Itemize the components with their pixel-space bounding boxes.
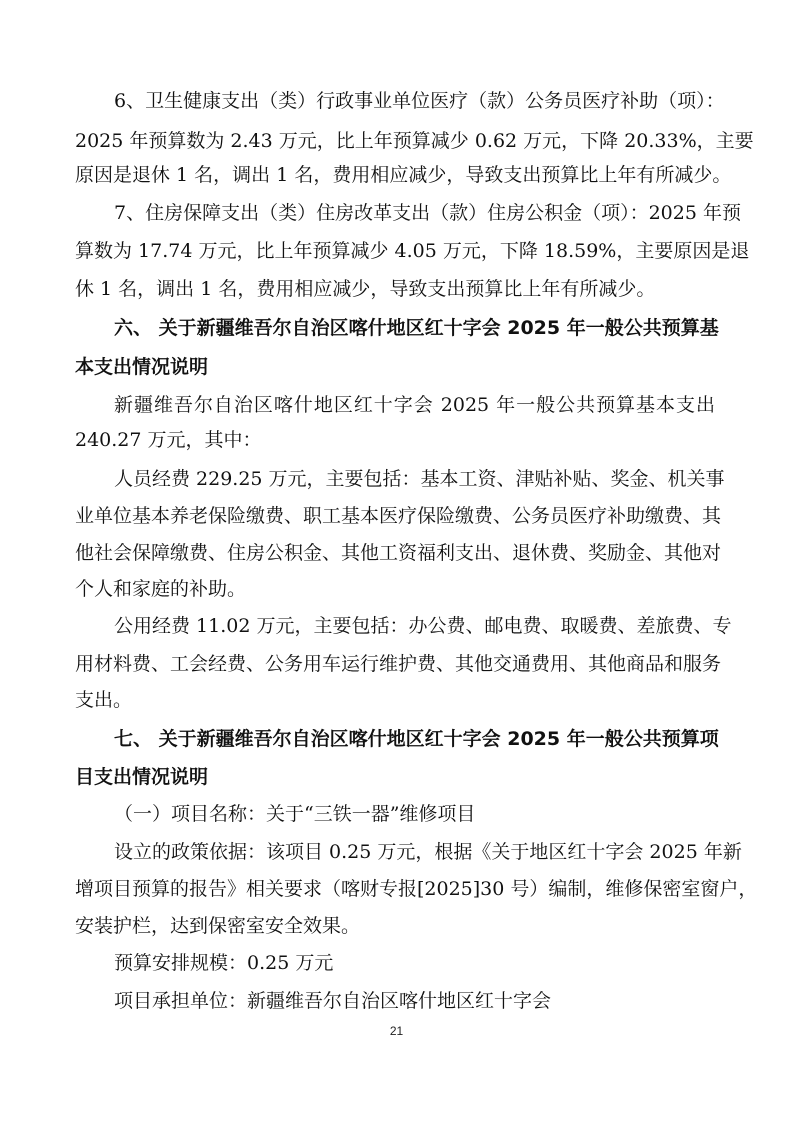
paragraph-line: 设立的政策依据：该项目 0.25 万元，根据《关于地区红十字会 2025 年新 — [114, 841, 742, 863]
paragraph-line: 新疆维吾尔自治区喀什地区红十字会 2025 年一般公共预算基本支出 — [114, 394, 715, 416]
paragraph-line: 7、住房保障支出（类）住房改革支出（款）住房公积金（项）：2025 年预 — [114, 202, 741, 224]
paragraph-line: 增项目预算的报告》相关要求（喀财专报[2025]30 号）编制，维修保密室窗户， — [75, 878, 758, 900]
paragraph-line: 6、卫生健康支出（类）行政事业单位医疗（款）公务员医疗补助（项）： — [114, 90, 725, 112]
paragraph-line: 他社会保障缴费、住房公积金、其他工资福利支出、退休费、奖励金、其他对 — [75, 542, 722, 564]
section-heading: 目支出情况说明 — [75, 766, 209, 788]
paragraph-line: 原因是退休 1 名，调出 1 名，费用相应减少，导致支出预算比上年有所减少。 — [75, 164, 732, 186]
subsection-heading: （一）项目名称：关于“三铁一器”维修项目 — [114, 803, 476, 825]
paragraph-line: 预算安排规模：0.25 万元 — [114, 952, 334, 974]
paragraph-line: 休 1 名，调出 1 名，费用相应减少，导致支出预算比上年有所减少。 — [75, 278, 656, 300]
paragraph-line: 公用经费 11.02 万元，主要包括：办公费、邮电费、取暖费、差旅费、专 — [114, 615, 732, 637]
paragraph-line: 安装护栏，达到保密室安全效果。 — [75, 915, 361, 937]
section-heading: 本支出情况说明 — [75, 356, 209, 378]
paragraph-line: 人员经费 229.25 万元，主要包括：基本工资、津贴补贴、奖金、机关事 — [114, 468, 725, 490]
paragraph-line: 2025 年预算数为 2.43 万元，比上年预算减少 0.62 万元，下降 20.33%，主要 — [75, 130, 754, 152]
section-heading: 六、 关于新疆维吾尔自治区喀什地区红十字会 2025 年一般公共预算基 — [114, 317, 719, 339]
paragraph-line: 项目承担单位：新疆维吾尔自治区喀什地区红十字会 — [114, 990, 552, 1012]
paragraph-line: 个人和家庭的补助。 — [75, 578, 247, 600]
section-heading: 七、 关于新疆维吾尔自治区喀什地区红十字会 2025 年一般公共预算项 — [114, 728, 719, 750]
paragraph-line: 支出。 — [75, 689, 133, 711]
page-number: 21 — [389, 1024, 404, 1038]
paragraph-line: 业单位基本养老保险缴费、职工基本医疗保险缴费、公务员医疗补助缴费、其 — [75, 505, 722, 527]
paragraph-line: 用材料费、工会经费、公务用车运行维护费、其他交通费用、其他商品和服务 — [75, 653, 722, 675]
paragraph-line: 算数为 17.74 万元，比上年预算减少 4.05 万元，下降 18.59%，主要原因是退 — [75, 240, 750, 262]
paragraph-line: 240.27 万元，其中： — [75, 429, 262, 451]
